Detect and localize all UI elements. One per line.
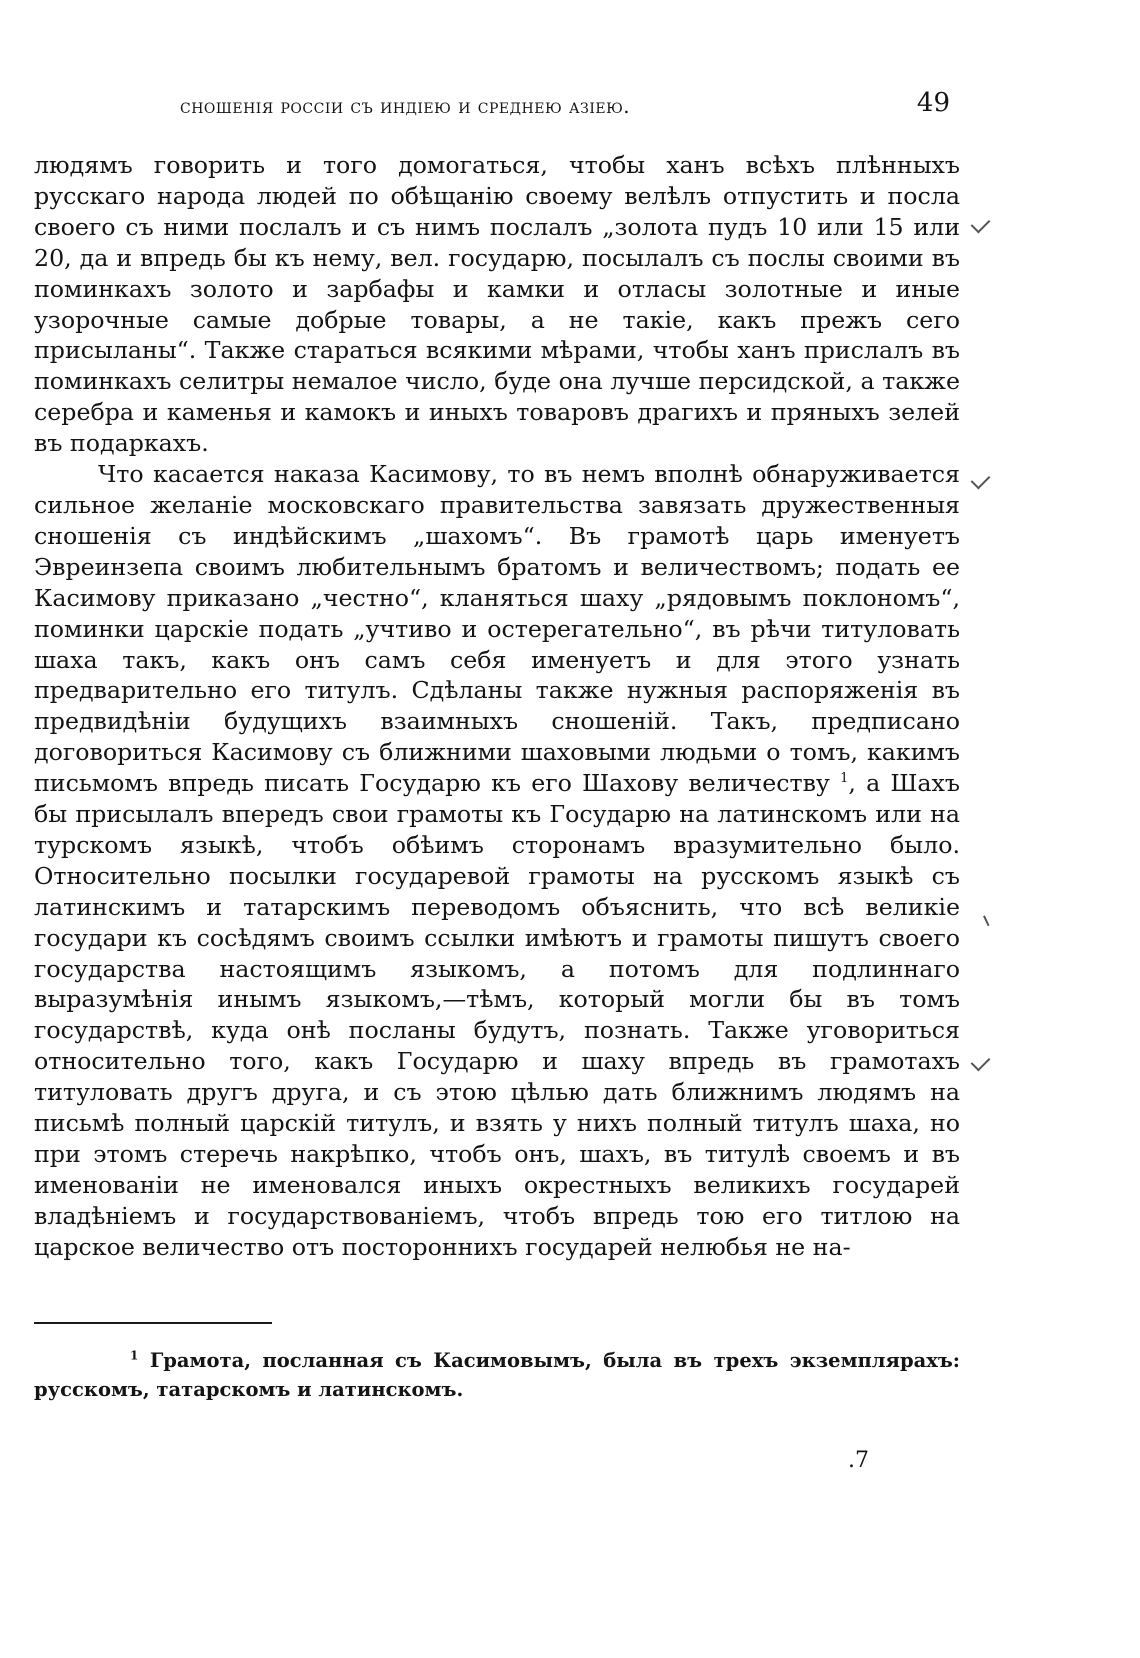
- margin-checkmark-icon: [971, 214, 991, 234]
- footnote: [34, 1346, 960, 1404]
- paragraph-2-part-1: Что касается наказа Касимову, то въ немъ вполнѣ обнаруживается сильное желаніе московскаго правительства завязать дружественныя сношенія съ индѣйскимъ „шахомъ“. Въ грамотѣ царь именуетъ Эвреинзепа своимъ любительнымъ братомъ и величествомъ; подать ее Касимову приказано „честно“, кланяться шаху „рядовымъ поклономъ“, поминки царскіе подать „учтиво и остерегательно“, въ рѣчи титуловать шаха такъ, какъ онъ самъ себя именуетъ и для этого узнать предварительно его титулъ. Сдѣланы также нужныя распоряженія въ предвидѣніи будущихъ взаимныхъ сношеній. Такъ, предписано договориться Касимову съ ближними шаховыми людьми о томъ, какимъ письмомъ впредь писать Государю къ его Шахову величеству: [34, 460, 960, 798]
- footnote-reference[interactable]: 1: [840, 771, 849, 787]
- footnote-text: Грамота, посланная съ Касимовымъ, была въ трехъ экземплярахъ: русскомъ, татарскомъ и латинскомъ.: [34, 1349, 960, 1401]
- paragraph-2: [34, 459, 960, 1263]
- margin-checkmark-icon: [971, 470, 991, 490]
- main-text: [34, 150, 960, 1263]
- page-number: 49: [916, 88, 950, 118]
- signature-mark: .7: [848, 1448, 869, 1473]
- paragraph-2-part-2: , а Шахъ бы присылалъ впередъ свои грамоты къ Государю на латинскомъ или на турскомъ языкѣ, чтобъ обѣимъ сторонамъ вразумительно было. Относительно посылки государевой грамоты на русскомъ языкѣ съ латинскимъ и татарскимъ переводомъ объяснить, что всѣ великіе государи къ сосѣдямъ своимъ ссылки имѣютъ и грамоты пишутъ своего государства настоящимъ языкомъ, а потомъ для подлиннаго выразумѣнія инымъ языкомъ,—тѣмъ, который могли бы въ томъ государствѣ, куда онѣ посланы будутъ, познать. Также уговориться относительно того, какъ Государю и шаху впредь въ грамотахъ титуловать другъ друга, и съ этою цѣлью дать ближнимъ людямъ на письмѣ полный царскій титулъ, и взять у нихъ полный титулъ шаха, но при этомъ стеречь накрѣпко, чтобъ онъ, шахъ, въ титулѣ своемъ и въ именованіи не именовался иныхъ окрестныхъ великихъ государей владѣніемъ и государствованіемъ, чтобъ впредь тою его титлою на царское величество отъ постороннихъ государей нелюбья не на-: [34, 769, 960, 1261]
- footnote-mark: 1: [130, 1348, 139, 1363]
- footnote-divider: [34, 1322, 272, 1324]
- margin-stroke-icon: [983, 913, 995, 926]
- margin-checkmark-icon: [971, 1052, 991, 1072]
- paragraph-1: людямъ говорить и того домогаться, чтобы ханъ всѣхъ плѣнныхъ русскаго народа людей по обѣщанію своему велѣлъ отпустить и посла своего съ ними послалъ и съ нимъ послалъ „золота пудъ 10 или 15 или 20, да и впредь бы къ нему, вел. государю, посылалъ съ послы своими въ поминкахъ золото и зарбафы и камки и отласы золотные и иные узорочные самые добрые товары, а не такіе, какъ прежъ сего присыланы“. Также стараться всякими мѣрами, чтобы ханъ прислалъ въ поминкахъ селитры немалое число, буде она лучше персидской, а также серебра и каменья и камокъ и иныхъ товаровъ дрaгихъ и пряныхъ зелей въ подаркахъ.: [34, 151, 960, 458]
- running-title: сношенія россіи съ индіею и среднею азіею.: [180, 94, 631, 118]
